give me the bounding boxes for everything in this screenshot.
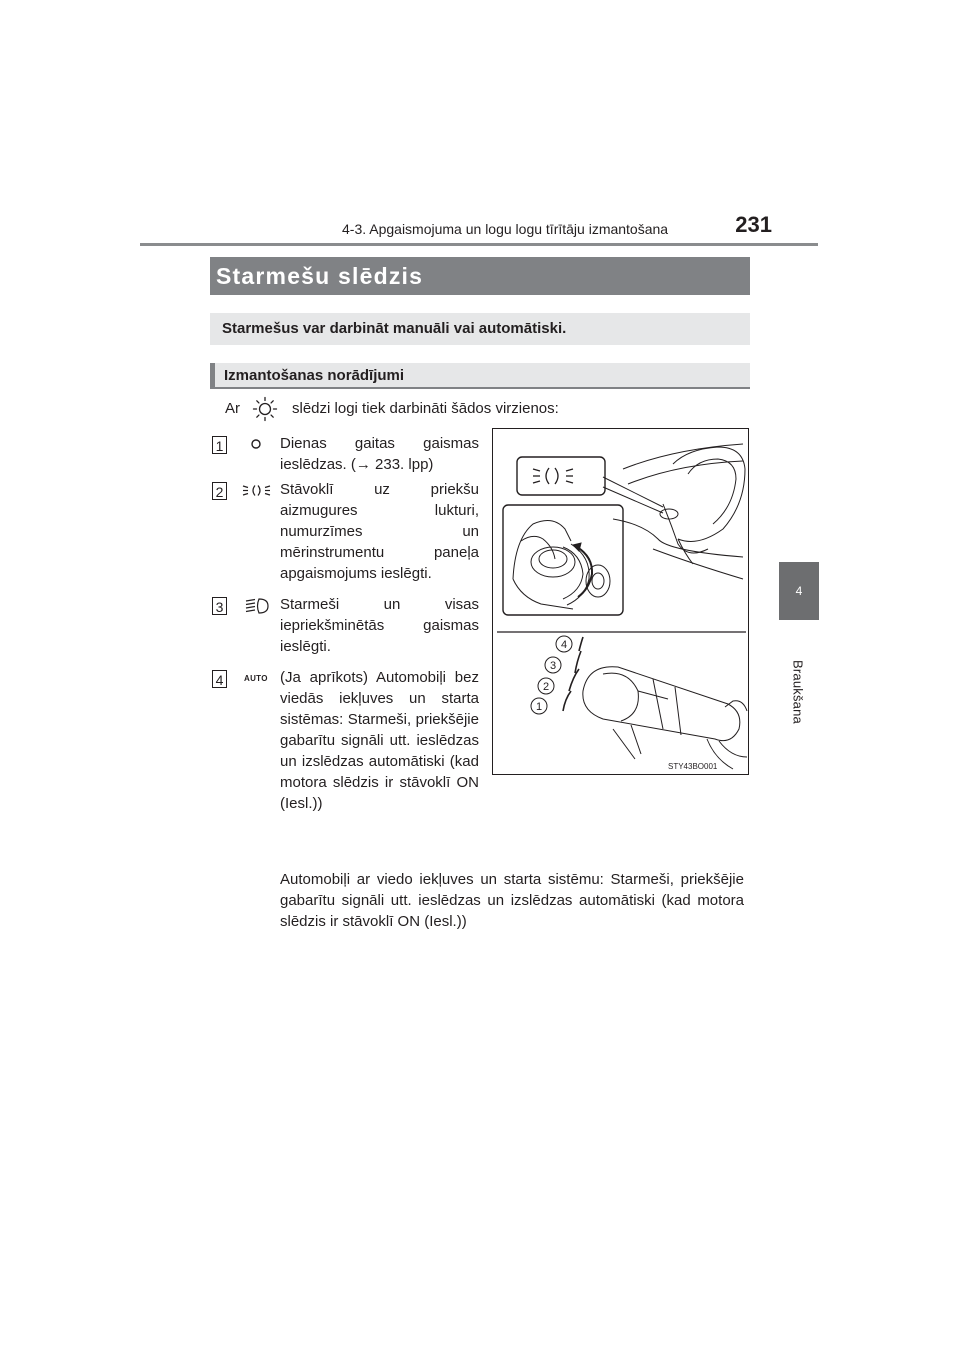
lead-summary: Starmešus var darbināt manuāli vai automātiski. xyxy=(210,313,750,345)
section-header: 4-3. Apgaismojuma un logu logu tīrītāju izmantošana xyxy=(342,221,669,237)
item-text: Dienas gaitas gaismas ieslēdzas. (→ 233. lpp) xyxy=(280,435,479,473)
daytime-running-light-icon xyxy=(242,436,274,456)
page-number: 231 xyxy=(735,212,772,237)
chapter-number: 4 xyxy=(795,584,803,598)
callout-4: 4 xyxy=(560,639,568,651)
side-light-icon xyxy=(242,482,274,502)
auto-icon xyxy=(242,670,274,690)
header-divider xyxy=(140,243,818,246)
auto-icon-label: AUTO xyxy=(244,674,268,683)
headlight-icon xyxy=(242,597,274,617)
item-number: 2 xyxy=(212,482,227,500)
light-switch-icon xyxy=(252,396,278,422)
intro-prefix: Ar xyxy=(225,400,240,417)
section-heading: Izmantošanas norādījumi xyxy=(210,363,750,389)
item-text: (Ja aprīkots) Automobiļi bez viedās iekļuves un starta sistēmas: Starmeši, priekšējie gabarītu signāli utt. ieslēdzas un izslēdzas automātiski (kad motora slēdzis ir stāvoklī ON (Iesl.)) xyxy=(280,669,479,812)
illustration-drawing xyxy=(493,429,750,776)
chapter-label: Braukšana xyxy=(790,660,806,724)
intro-line xyxy=(222,397,742,421)
item-number: 1 xyxy=(212,436,227,454)
item-number: 3 xyxy=(212,597,227,615)
page-title: Starmešu slēdzis xyxy=(210,257,750,295)
callout-3: 3 xyxy=(549,660,557,672)
callout-2: 2 xyxy=(542,681,550,693)
intro-suffix: slēdzi logi tiek darbināti šādos virzienos: xyxy=(292,400,559,417)
callout-1: 1 xyxy=(535,701,543,713)
item-number: 4 xyxy=(212,670,227,688)
chapter-tab[interactable] xyxy=(779,562,819,620)
item-text: Starmeši un visas iepriekšminētās gaismas ieslēgti. xyxy=(280,596,479,655)
closing-paragraph: Automobiļi ar viedo iekļuves un starta sistēmu: Starmeši, priekšējie gabarītu signāli utt. ieslēdzas un izslēdzas automātiski (kad motora slēdzis ir stāvoklī ON (Iesl.)) xyxy=(280,871,744,930)
headlight-switch-illustration xyxy=(492,428,749,775)
item-text: Stāvoklī uz priekšu aizmugures lukturi, numurzīmes un mērinstrumentu paneļa apgaismojums ieslēgti. xyxy=(280,481,479,582)
figure-code: STY43BO001 xyxy=(668,762,718,771)
